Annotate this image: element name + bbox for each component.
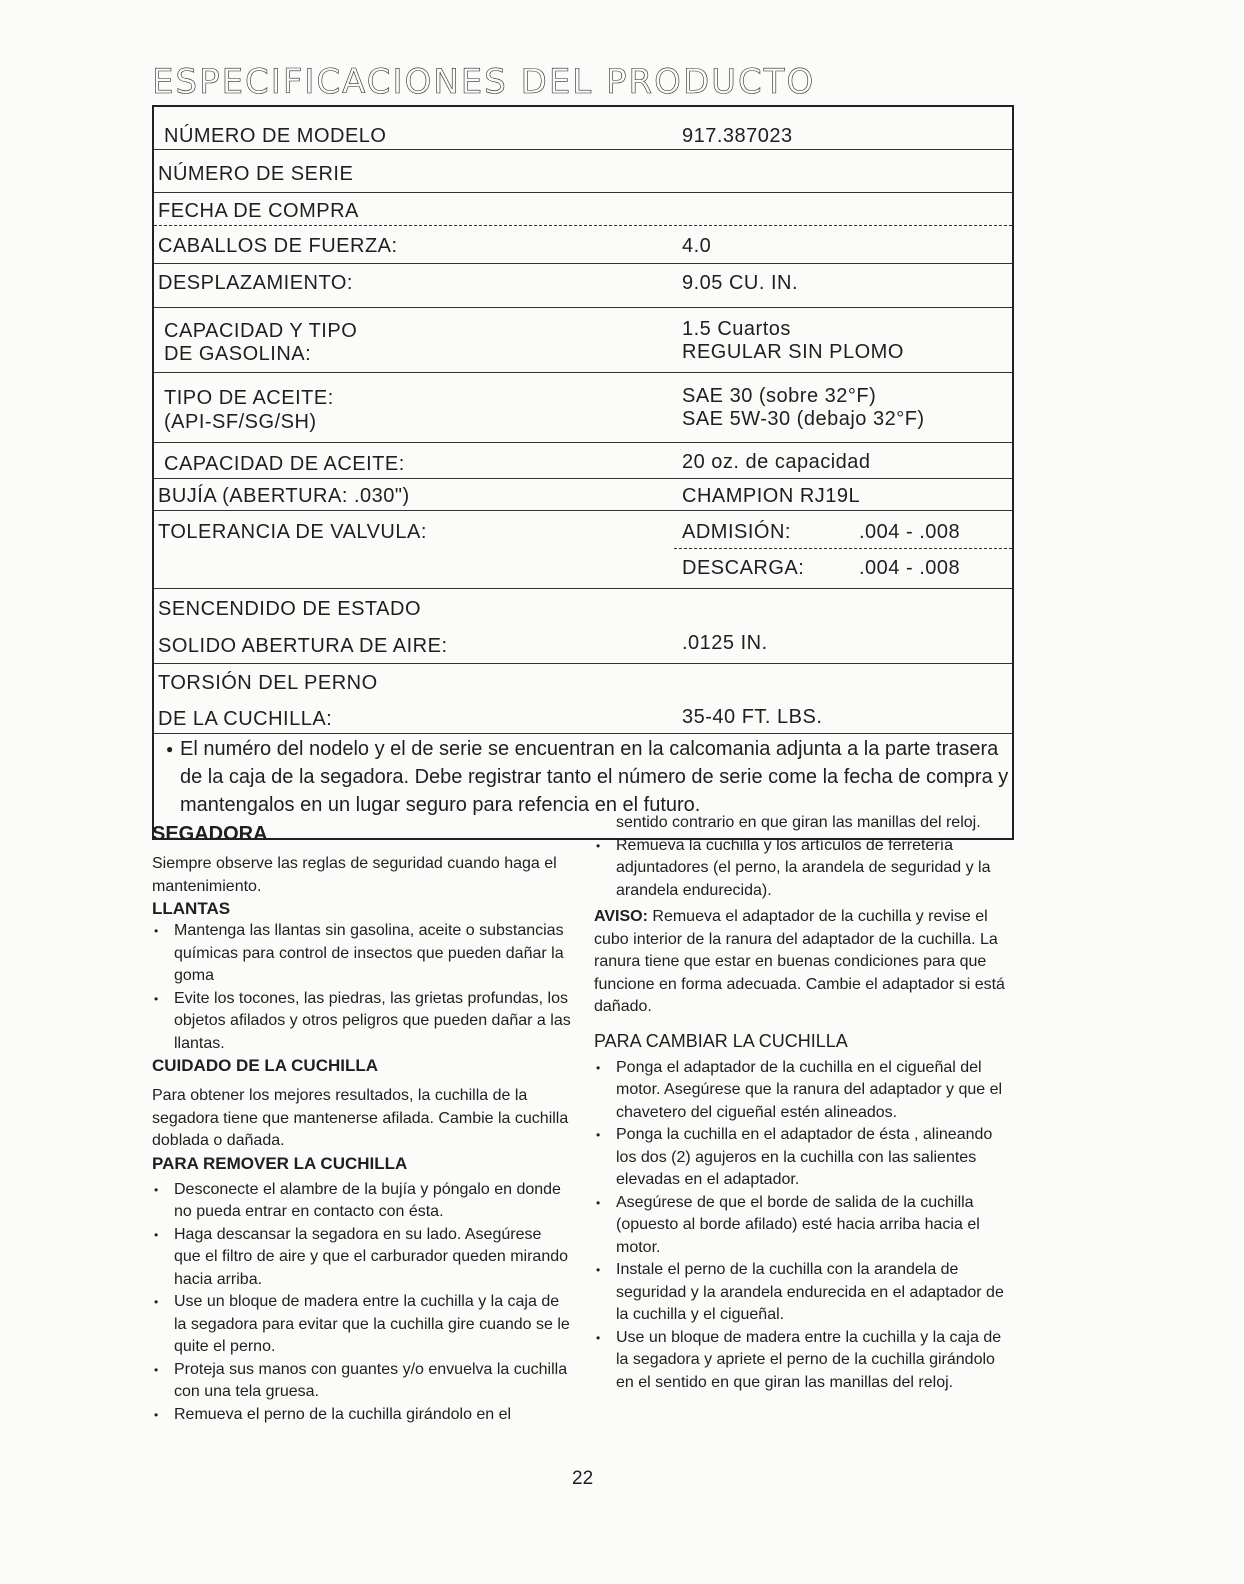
note-text: El numéro del nodelo y el de serie se encuentran en la calcomania adjunta a la parte trasera de la caja de la segadora. Debe registrar tanto el número de serie come la fecha de compra y mantengalos en un lugar seguro para refencia en el futuro. [180,738,1009,816]
row-divider [154,478,1012,479]
list-item: • Asegúrese de que el borde de salida de la cuchilla (opuesto al borde afilado) esté hacia arriba hacia el motor. [594,1192,1014,1260]
list-item: • Use un bloque de madera entre la cuchilla y la caja de la segadora y apriete el perno de la cuchilla girándolo en el sentido en que giran las manillas del reloj. [594,1327,1014,1395]
remover-list [152,1179,572,1427]
oil-capacity-label: CAPACIDAD DE ACEITE: [164,453,405,475]
air-gap-value: .0125 IN. [682,632,768,654]
right-column [594,812,1014,1394]
aviso-text: Remueva el adaptador de la cuchilla y revise el cubo interior de la ranura del adaptador de la cuchilla. La ranura tiene que estar en buenas condiciones para que funcione en forma adecuada. Cambie el adaptador si está dañado. [594,908,1005,1015]
ignition-label-1: SENCENDIDO DE ESTADO [158,598,421,620]
exhaust-value: .004 - .008 [859,557,961,579]
model-value: 917.387023 [682,125,793,147]
displacement-label: DESPLAZAMIENTO: [158,272,353,294]
displacement-value: 9.05 CU. IN. [682,272,799,294]
list-item: • Evite los tocones, las piedras, las grietas profundas, los objetos afilados y otros peligros que pueden dañar a las llantas. [152,988,572,1056]
serial-note [166,735,1016,819]
oil-type-label-2: (API-SF/SG/SH) [164,411,317,433]
remover-list-cont [594,835,1014,903]
cuidado-heading: CUIDADO DE LA CUCHILLA [152,1056,379,1075]
hp-value: 4.0 [682,235,712,257]
continuation-text: sentido contrario en que giran las manillas del reloj. [616,814,981,831]
cambiar-list [594,1057,1014,1395]
segadora-heading: SEGADORA [152,823,268,845]
torque-label-1: TORSIÓN DEL PERNO [158,672,378,694]
torque-value: 35-40 FT. LBS. [682,706,823,728]
row-divider [154,588,1012,589]
llantas-heading: LLANTAS [152,899,231,918]
row-divider [154,663,1012,664]
segadora-intro: Siempre observe las reglas de seguridad cuando haga el mantenimiento. [152,855,557,895]
list-item: • Remueva la cuchilla y los artículos de ferretería adjuntadores (el perno, la arandela de seguridad y la arandela endurecida). [594,835,1014,903]
row-divider [154,225,1012,226]
fuel-value-2: REGULAR SIN PLOMO [682,341,904,363]
aviso-paragraph [594,906,1014,1019]
oil-type-value-2: SAE 5W-30 (debajo 32°F) [682,408,925,430]
model-label: NÚMERO DE MODELO [164,125,387,147]
valve-label: TOLERANCIA DE VALVULA: [158,521,427,543]
spark-plug-label: BUJÍA (ABERTURA: .030") [158,485,410,507]
row-divider [154,442,1012,443]
row-divider [154,307,1012,308]
page-number: 22 [572,1468,594,1489]
serial-label: NÚMERO DE SERIE [158,163,354,185]
list-item: • Remueva el perno de la cuchilla girándolo en el [152,1404,572,1427]
list-item: • Ponga la cuchilla en el adaptador de ésta , alineando los dos (2) agujeros en la cuchilla con las salientes elevadas en el adaptador. [594,1124,1014,1192]
hp-label: CABALLOS DE FUERZA: [158,235,398,257]
list-item: • Desconecte el alambre de la bujía y póngalo en donde no pueda entrar en contacto con ésta. [152,1179,572,1224]
llantas-list [152,920,572,1055]
page-title: ESPECIFICACIONES DEL PRODUCTO [152,62,816,102]
fuel-label-2: DE GASOLINA: [164,343,312,365]
row-divider [154,149,1012,150]
list-item: • Instale el perno de la cuchilla con la arandela de seguridad y la arandela endurecida en el adaptador de la cuchilla y el cigueñal. [594,1259,1014,1327]
row-divider [154,372,1012,373]
fuel-label-1: CAPACIDAD Y TIPO [164,320,358,342]
fuel-value-1: 1.5 Cuartos [682,318,791,340]
row-divider [154,510,1012,511]
row-divider [154,192,1012,193]
ignition-label-2: SOLIDO ABERTURA DE AIRE: [158,635,448,657]
intake-label: ADMISIÓN: [682,521,791,543]
intake-value: .004 - .008 [859,521,961,543]
bullet-icon: ● [166,742,174,756]
row-divider [674,548,1012,549]
table-top-border [152,105,1014,107]
oil-capacity-value: 20 oz. de capacidad [682,451,871,473]
purchase-date-label: FECHA DE COMPRA [158,200,359,222]
oil-type-value-1: SAE 30 (sobre 32°F) [682,385,877,407]
list-item: • Ponga el adaptador de la cuchilla en el cigueñal del motor. Asegúrese que la ranura del adaptador y que el chavetero del cigueñal estén alineados. [594,1057,1014,1125]
remover-heading: PARA REMOVER LA CUCHILLA [152,1153,408,1173]
spark-plug-value: CHAMPION RJ19L [682,485,861,507]
cuidado-text: Para obtener los mejores resultados, la cuchilla de la segadora tiene que mantenerse afilada. Cambie la cuchilla doblada o dañada. [152,1087,569,1149]
torque-label-2: DE LA CUCHILLA: [158,708,333,730]
oil-type-label-1: TIPO DE ACEITE: [164,387,334,409]
row-divider [154,733,1012,734]
list-item: • Mantenga las llantas sin gasolina, aceite o substancias químicas para control de insectos que pueden dañar la goma [152,920,572,988]
list-item: • Use un bloque de madera entre la cuchilla y la caja de la segadora para evitar que la cuchilla gire cuando se le quite el perno. [152,1291,572,1359]
left-column [152,815,572,1426]
list-item: • Proteja sus manos con guantes y/o envuelva la cuchilla con una tela gruesa. [152,1359,572,1404]
exhaust-label: DESCARGA: [682,557,805,579]
row-divider [154,263,1012,264]
list-item: • Haga descansar la segadora en su lado. Asegúrese que el filtro de aire y que el carburador queden mirando hacia arriba. [152,1224,572,1292]
cambiar-heading: PARA CAMBIAR LA CUCHILLA [594,1030,848,1051]
aviso-label: AVISO: [594,908,648,925]
spec-table [152,105,1014,840]
